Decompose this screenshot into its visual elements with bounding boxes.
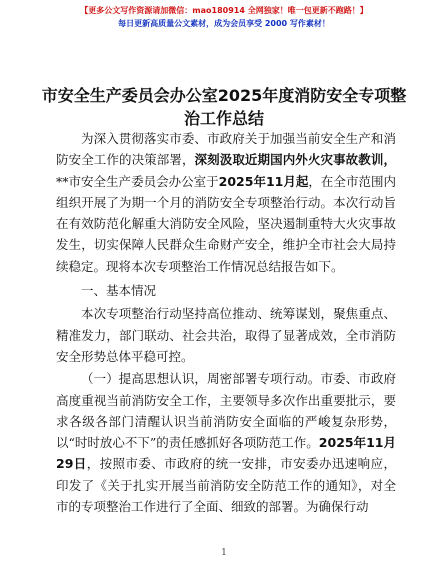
banner-membership-line: 每日更新高质量公文素材，成为会员享受 2000 写作素材！: [118, 19, 330, 28]
intro-text-a: 为深入贯彻落实市委、市政府关于加强当前安全生产和消防安全工作的决策部署，: [56, 131, 396, 168]
document-title: 市安全生产委员会办公室2025年度消防安全专项整治工作总结: [41, 86, 407, 128]
intro-text-e: ，在全市范围内组织开展了为期一个月的消防安全专项整治行动。本次行动旨在有效防范化解重大消防安全风险，坚决遏制重特大火灾事故发生，切实保障人民群众生命财产安全，维护全市社会大局持续稳定。现将本次专项整治工作情况总结报告如下。: [56, 173, 396, 274]
intro-date: 2025年11月起: [218, 173, 309, 189]
section-heading-basic: 一、基本情况: [81, 283, 157, 299]
intro-text-c: **市安全生产委员会办公室于: [56, 173, 219, 189]
intro-paragraph: [56, 128, 396, 277]
subsection-paragraph: [56, 368, 396, 517]
subsection-text-c: ，按照市委、市政府的统一安排，市安委办迅速响应，印发了《关于扎实开展当前消防安全防范工作的通知》，对全市的专项整治工作进行了全面、细致的部署。为确保行动: [56, 456, 396, 515]
document-body: [56, 128, 396, 517]
intro-text-b: 深刻汲取近期国内外火灾事故教训，: [194, 152, 396, 168]
page-number: 1: [221, 548, 227, 558]
subsection-text-a: （一）提高思想认识，周密部署专项行动。市委、市政府高度重视当前消防安全工作，主要领导多次作出重要批示，要求各级各部门清醒认识当前消防安全面临的严峻复杂形势，以“时时放心不下”的责任感抓好各项防范工作。: [56, 371, 396, 451]
basic-situation-paragraph: 本次专项整治行动坚持高位推动、统筹谋划，聚焦重点、精准发力，部门联动、社会共治，取得了显著成效，全市消防安全形势总体平稳可控。: [56, 306, 396, 364]
subsection-date: 2025年11月29日: [56, 435, 396, 472]
banner-promo-line: 【更多公文写作资源请加微信：mao180914 全网独家！唯一包更新不跑路！】: [80, 6, 368, 15]
header-banner: [0, 4, 448, 30]
